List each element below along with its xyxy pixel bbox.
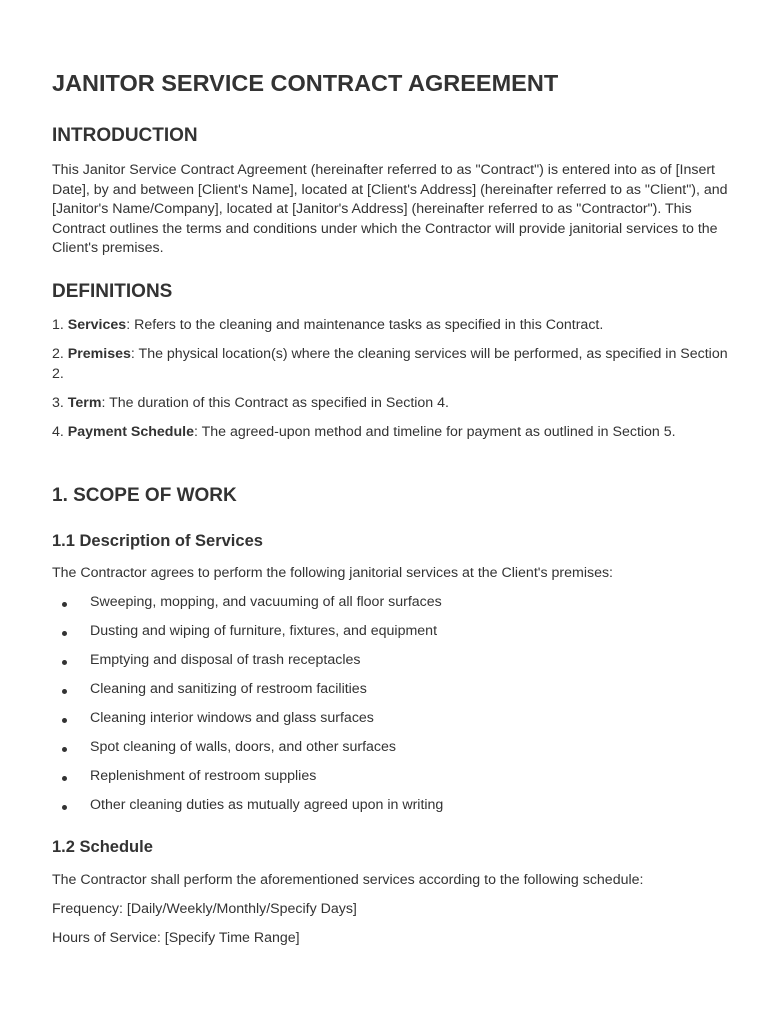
- definition-item-services: [52, 316, 732, 336]
- bullet-icon: [62, 689, 67, 694]
- introduction-paragraph: [52, 161, 732, 259]
- description-intro: The Contractor agrees to perform the following janitorial services at the Client's premises:: [52, 565, 613, 581]
- document-page: JANITOR SERVICE CONTRACT AGREEMENT INTRODUCTION This Janitor Service Contract Agreement (hereinafter referred to as "Contract") is entered into as of [Insert Date], by and between [Client's Name], located at [Client's Address] (hereinafter referred to as "Client"), and [Janitor's Name/Company], located at [Janitor's Address] (hereinafter referred to as "Contractor"). This Contract outlines the terms and conditions under which the Contractor will provide janitorial services to the Client's premises. DEFINITIONS 1. Services: Refers to the cleaning and maintenance tasks as specified in this Contract. 2. Premises: The physical location(s) where the cleaning services will be performed, as specified in Section 2. 3. Term: The duration of this Contract as specified in Section 4. 4. Payment Schedule: The agreed-upon method and timeline for payment as outlined in Section 5. 1. SCOPE OF WORK 1.1 Description of Services The Contractor agrees to perform the following janitorial services at the Client's premises: Sweeping, mopping, and vacuuming of all floor surfaces Dusting and wiping of furniture, fixtures, and equipment Emptying and disposal of trash receptacles Cleaning and sanitizing of restroom facilities Cleaning interior windows and glass surfaces Spot cleaning of walls, doors, and other surfaces Replenishment of restroom supplies Other cleaning duties as mutually agreed upon in writing 1.2 Schedule The Contractor shall perform the aforementioned services according to the following schedule: Frequency: [Daily/Weekly/Monthly/Specify Days] Hours of Service: [Specify Time Range]: [0, 0, 770, 1024]
- definition-term: Premises: [67, 346, 131, 362]
- definition-item-term: [52, 394, 732, 414]
- schedule-intro: The Contractor shall perform the aforementioned services according to the following schedule:: [52, 872, 644, 888]
- definition-text: : The agreed-upon method and timeline for payment as outlined in Section 5.: [193, 424, 676, 440]
- definition-text: : The physical location(s) where the cleaning services will be performed, as specified in Section 2.: [52, 346, 728, 382]
- bullet-icon: [62, 631, 67, 636]
- definition-number: 4.: [52, 424, 64, 440]
- scope-of-work-heading: 1. SCOPE OF WORK: [52, 485, 237, 506]
- schedule-hours: Hours of Service: [Specify Time Range]: [52, 930, 300, 946]
- definitions-heading: DEFINITIONS: [52, 281, 173, 302]
- introduction-text: This Janitor Service Contract Agreement (hereinafter referred to as "Contract") is entered into as of [Insert Date], by and between [Client's Name], located at [Client's Address] (hereinafter referred to as "Client"), and [Janitor's Name/Company], located at [Janitor's Address] (hereinafter referred to as "Contractor"). This Contract outlines the terms and conditions under which the Contractor will provide janitorial services to the Client's premises.: [52, 162, 728, 256]
- description-of-services-heading: 1.1 Description of Services: [52, 532, 263, 550]
- bullet-icon: [62, 747, 67, 752]
- document-title: JANITOR SERVICE CONTRACT AGREEMENT: [52, 70, 559, 96]
- definition-item-payment-schedule: [52, 423, 732, 443]
- schedule-frequency: Frequency: [Daily/Weekly/Monthly/Specify Days]: [52, 901, 357, 917]
- bullet-icon: [62, 805, 67, 810]
- definition-number: 3.: [52, 395, 64, 411]
- bullet-icon: [62, 776, 67, 781]
- definition-term: Services: [67, 317, 127, 333]
- definition-text: : The duration of this Contract as specified in Section 4.: [101, 395, 449, 411]
- bullet-icon: [62, 660, 67, 665]
- schedule-heading: 1.2 Schedule: [52, 838, 153, 856]
- bullet-icon: [62, 718, 67, 723]
- definition-item-premises: [52, 345, 732, 384]
- definition-text: : Refers to the cleaning and maintenance tasks as specified in this Contract.: [126, 317, 604, 333]
- definition-term: Payment Schedule: [67, 424, 194, 440]
- bullet-icon: [62, 602, 67, 607]
- definition-number: 1.: [52, 317, 64, 333]
- definition-number: 2.: [52, 346, 64, 362]
- definition-term: Term: [67, 395, 102, 411]
- introduction-heading: INTRODUCTION: [52, 125, 198, 146]
